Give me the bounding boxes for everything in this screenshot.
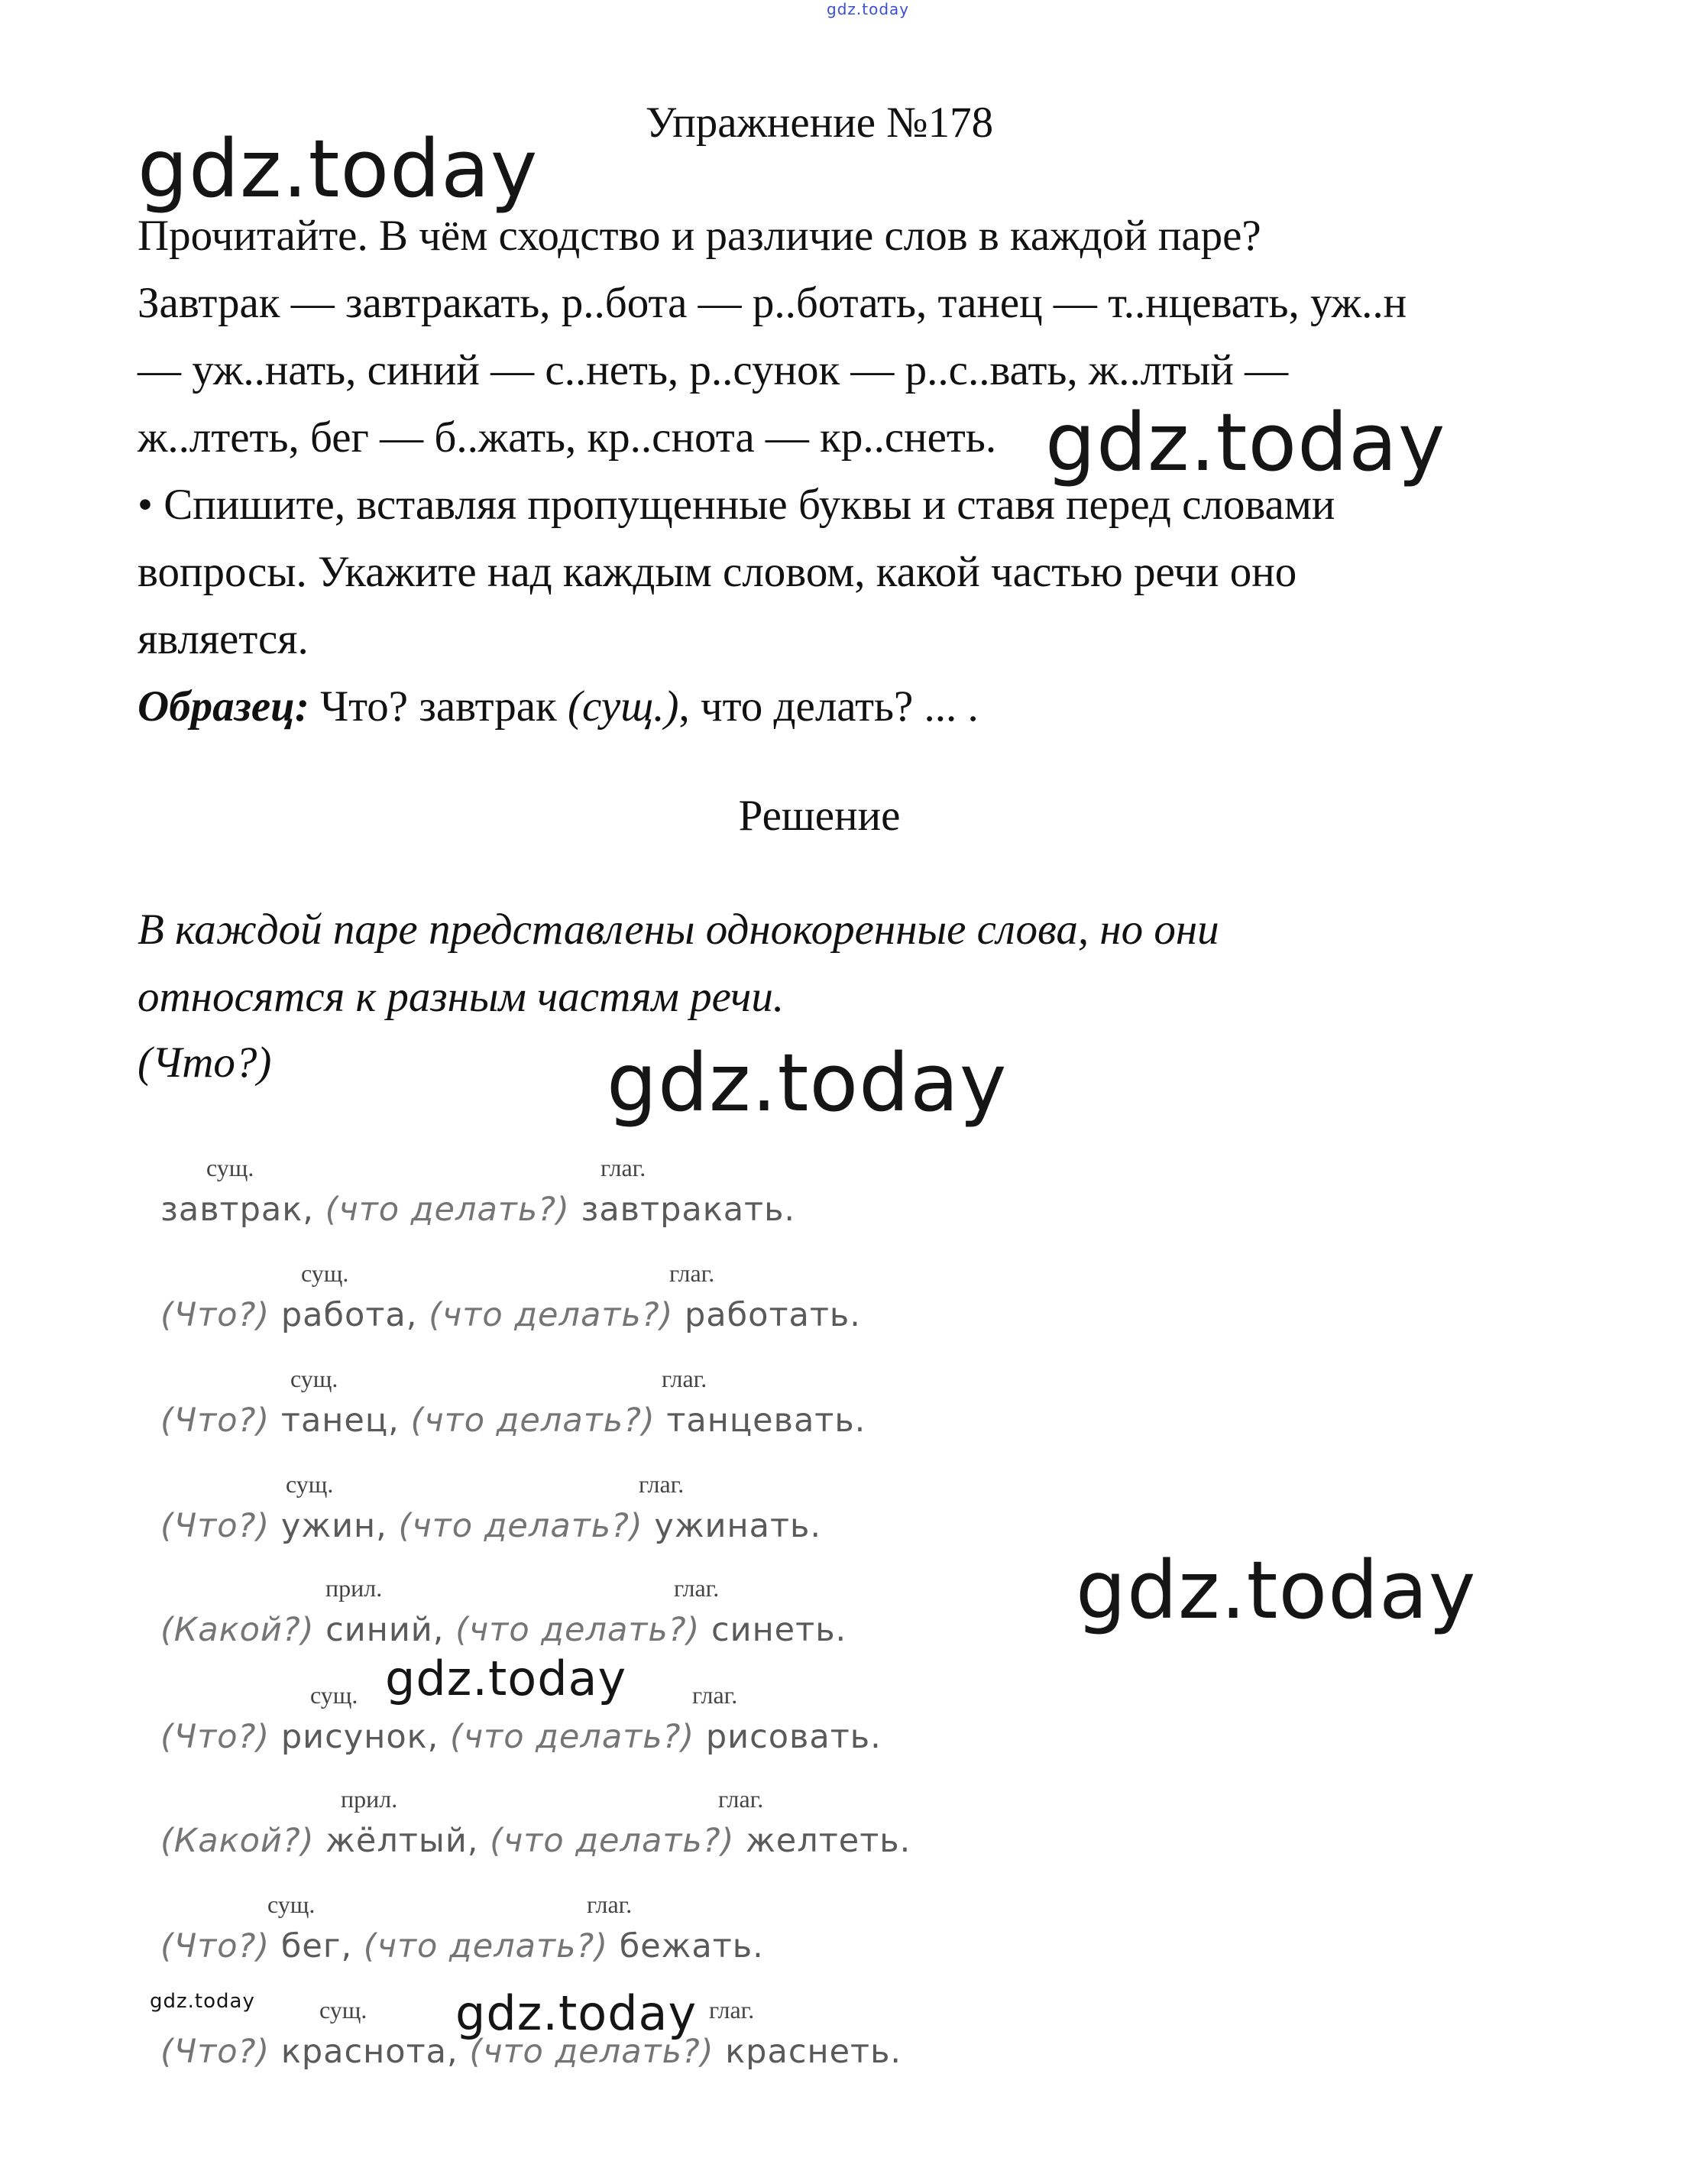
pos-label: глаг. (662, 1365, 707, 1392)
answer-row (160, 1296, 861, 1334)
pos-label: сущ. (286, 1470, 334, 1498)
question: (Что?) (160, 1401, 270, 1440)
word: ужин, (280, 1507, 387, 1545)
solution-heading: Решение (738, 792, 901, 840)
exercise-title: Упражнение №178 (645, 99, 994, 147)
word: синий, (325, 1611, 445, 1649)
answer-row (160, 1611, 847, 1649)
question: (Какой?) (160, 1611, 315, 1649)
solution-intro-line: относятся к разным частям речи. (138, 973, 785, 1021)
pos-label: глаг. (718, 1785, 764, 1813)
solution-intro-line: В каждой паре представлены однокоренные слова, но они (138, 906, 1219, 954)
question: (что делать?) (325, 1191, 570, 1229)
question: (что делать?) (469, 2033, 714, 2071)
answer-row (160, 1927, 764, 1965)
task-line: ж..лтеть, бег — б..жать, кр..снота — кр..снеть. (138, 413, 997, 462)
watermark: gdz.today (1076, 1544, 1477, 1637)
task-line: Прочитайте. В чём сходство и различие слов в каждой паре? (138, 212, 1261, 260)
watermark: gdz.today (1045, 396, 1446, 489)
word: ужинать. (654, 1507, 822, 1545)
watermark: gdz.today (138, 122, 539, 215)
solution-intro-line: (Что?) (138, 1039, 272, 1087)
watermark: gdz.today (385, 1651, 627, 1706)
pos-label: прил. (325, 1574, 383, 1602)
sample-text: Что? завтрак (309, 682, 568, 731)
word: рисунок, (280, 1718, 439, 1756)
question: (что делать?) (363, 1927, 609, 1965)
answer-row (160, 1401, 866, 1440)
task-line: является. (138, 615, 309, 663)
word: танцевать. (666, 1401, 866, 1440)
word: завтракать. (581, 1191, 796, 1229)
question: (что делать?) (398, 1507, 643, 1545)
pos-label: глаг. (674, 1574, 720, 1602)
pos-label: сущ. (290, 1365, 338, 1392)
word: работа, (280, 1296, 418, 1334)
watermark: gdz.today (150, 1990, 255, 2013)
pos-label: сущ. (301, 1259, 349, 1287)
pos-label: глаг. (709, 1996, 755, 2024)
task-line: вопросы. Укажите над каждым словом, какой частью речи оно (138, 548, 1297, 596)
answer-row (160, 1507, 821, 1545)
pos-label: глаг. (600, 1154, 646, 1181)
answer-row (160, 2033, 902, 2071)
watermark-top: gdz.today (827, 0, 910, 18)
word: танец, (280, 1401, 400, 1440)
pos-label: глаг. (669, 1259, 715, 1287)
task-line: • Спишите, вставляя пропущенные буквы и ставя перед словами (138, 481, 1335, 529)
answer-row (160, 1822, 911, 1860)
question: (что делать?) (455, 1611, 701, 1649)
answer-row (160, 1718, 882, 1756)
word: работать. (685, 1296, 861, 1334)
pos-label: глаг. (587, 1891, 633, 1918)
sample-line (138, 682, 979, 731)
question: (Что?) (160, 1718, 270, 1756)
question: (Что?) (160, 1507, 270, 1545)
word: бежать. (619, 1927, 764, 1965)
answer-row (160, 1191, 795, 1229)
word: желтеть. (746, 1822, 911, 1860)
word: завтрак, (160, 1191, 314, 1229)
pos-label: прил. (341, 1785, 398, 1813)
question: (что делать?) (490, 1822, 735, 1860)
task-line: — уж..нать, синий — с..неть, р..сунок — р..с..вать, ж..лтый — (138, 346, 1289, 394)
task-line: Завтрак — завтракать, р..бота — р..ботать, танец — т..нцевать, уж..н (138, 279, 1407, 327)
pos-label: сущ. (310, 1681, 358, 1709)
pos-label: сущ. (267, 1891, 316, 1918)
question: (что делать?) (449, 1718, 695, 1756)
question: (Какой?) (160, 1822, 315, 1860)
word: краснеть. (725, 2033, 902, 2071)
word: синеть. (711, 1611, 847, 1649)
pos-label: глаг. (692, 1681, 738, 1709)
sample-label: Образец: (138, 682, 309, 731)
question: (что делать?) (429, 1296, 674, 1334)
question: (Что?) (160, 1927, 270, 1965)
pos-label: сущ. (319, 1996, 367, 2024)
question: (Что?) (160, 2033, 270, 2071)
word: краснота, (280, 2033, 458, 2071)
sample-abbr: (сущ.) (568, 682, 679, 731)
question: (что делать?) (410, 1401, 656, 1440)
word: бег, (280, 1927, 353, 1965)
watermark: gdz.today (607, 1036, 1008, 1129)
question: (Что?) (160, 1296, 270, 1334)
watermark: gdz.today (455, 1985, 698, 2041)
sample-text: , что делать? ... . (678, 682, 979, 731)
pos-label: сущ. (206, 1154, 254, 1181)
pos-label: глаг. (639, 1470, 685, 1498)
word: рисовать. (705, 1718, 882, 1756)
word: жёлтый, (325, 1822, 479, 1860)
